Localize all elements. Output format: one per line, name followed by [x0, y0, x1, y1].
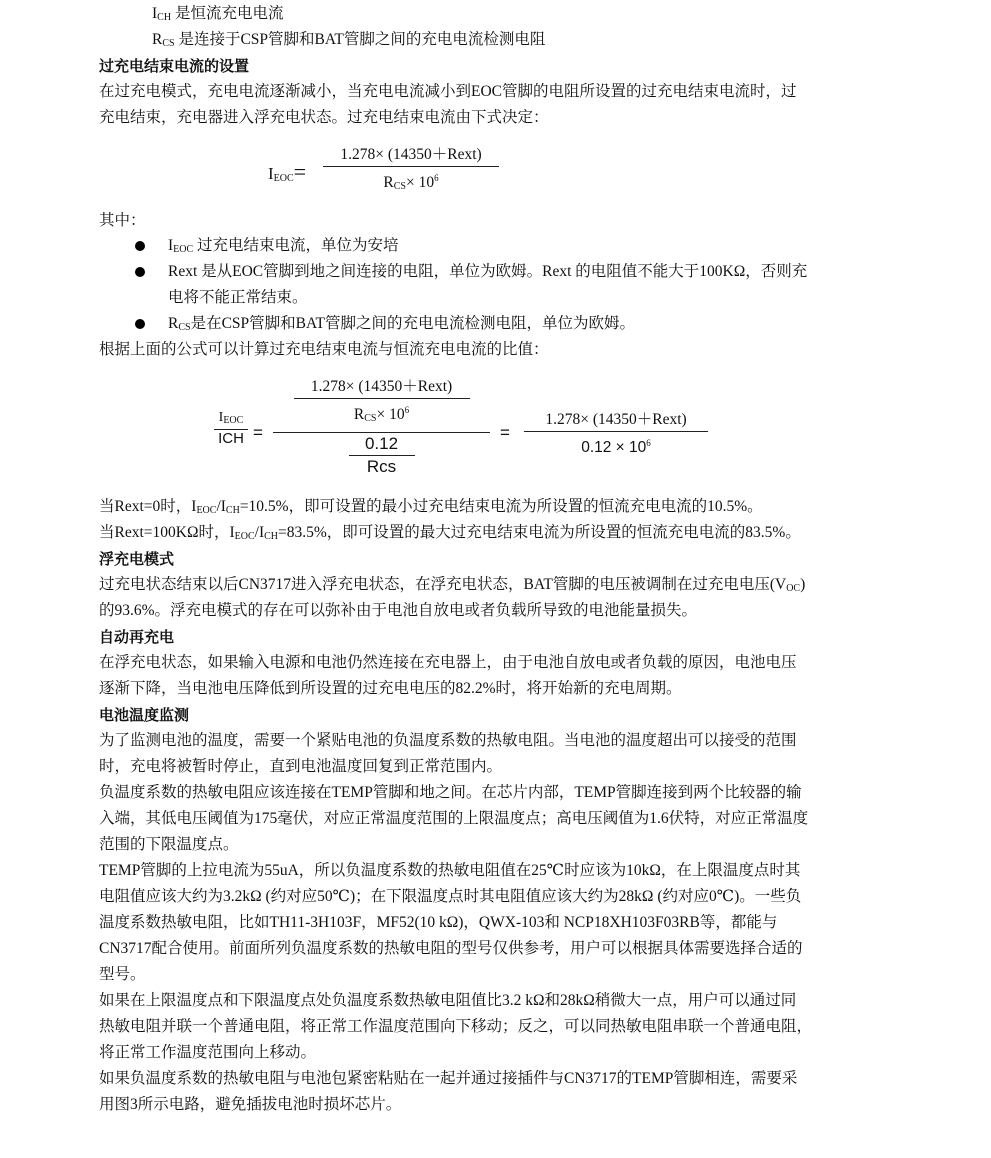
eoc-para-line2: 充电结束，充电器进入浮充电状态。过充电结束电流由下式决定： [99, 109, 549, 126]
float-line2: 的93.6%。浮充电模式的存在可以弥补由于电池自放电或者负载所导致的电池能量损失。 [99, 602, 698, 619]
bullet-subscript: EOC [173, 244, 194, 255]
temp-p3-line: 型号。 [99, 966, 146, 983]
outer-denominator [349, 433, 415, 478]
temp-p3-line: CN3717配合使用。前面所列负温度系数的热敏电阻的型号仅供参考，用户可以根据具体需要选择合适的 [99, 940, 803, 957]
rhs-den-text: 0.12 × 10 [581, 439, 647, 456]
recharge-line2: 逐渐下降，当电池电压降低到所设置的过充电电压的82.2%时，将开始新的充电周期。 [99, 680, 682, 697]
rcs-text: 是连接于CSP管脚和BAT管脚之间的充电电流检测电阻 [178, 31, 546, 48]
bullet-subscript: CS [178, 322, 191, 333]
den-exponent: 6 [434, 173, 439, 183]
temp-p5-line: 用图3所示电路，避免插拔电池时损坏芯片。 [99, 1096, 402, 1113]
lhs-subscript: EOC [273, 173, 294, 184]
temp-p2-line: 范围的下限温度点。 [99, 836, 239, 853]
ich-text: 是恒流充电电流 [174, 5, 284, 22]
ich-symbol: I [152, 5, 158, 22]
bullet-icon [135, 267, 145, 277]
temp-p4-line: 将正常工作温度范围向上移动。 [99, 1044, 317, 1061]
ich-subscript: CH [157, 12, 172, 23]
equals-sign: = [500, 423, 510, 442]
formula1-numerator: 1.278× (14350＋Rext) [340, 146, 482, 163]
ratio-lhs-den: ICH [218, 430, 244, 447]
equals-sign: = [253, 423, 263, 442]
recharge-heading: 自动再充电 [99, 628, 175, 646]
equals-sign: = [293, 159, 307, 184]
temp-p3-line: 电阻值应该大约为3.2kΩ (约对应50℃)；在下限温度点时其电阻值应该大约为28kΩ (约对应0℃)。一些负 [99, 888, 802, 905]
rhs-denominator [581, 432, 651, 459]
float-text: ) [800, 576, 806, 593]
recharge-line1: 在浮充电状态，如果输入电源和电池仍然连接在充电器上，由于电池自放电或者负载的原因，电池电压 [99, 654, 797, 671]
case-subscript: EOC [196, 505, 217, 516]
case-subscript: CH [225, 505, 240, 516]
den-subscript: CS [393, 181, 406, 192]
rcs-subscript: CS [162, 38, 175, 49]
outer-den-den: Rcs [366, 457, 397, 476]
bullet-rext-line1: Rext 是从EOC管脚到地之间连接的电阻，单位为欧姆。Rext 的电阻值不能大于100KΩ，否则充 [168, 263, 808, 280]
temp-p2-line: 负温度系数的热敏电阻应该连接在TEMP管脚和地之间。在芯片内部，TEMP管脚连接到两个比较器的输 [99, 784, 802, 801]
inner-den-symbol: R [353, 406, 365, 423]
case-text: 当Rext=0时，I [99, 498, 197, 515]
bullet-rcs [168, 314, 635, 338]
ratio-rhs-fraction [524, 409, 708, 459]
eoc-para-line1: 在过充电模式，充电电流逐渐减小，当充电电流减小到EOC管脚的电阻所设置的过充电结束电流时，过 [99, 83, 797, 100]
case-subscript: CH [264, 531, 279, 542]
temp-heading: 电池温度监测 [99, 706, 190, 724]
case-text: /I [254, 524, 265, 541]
case-text: 当Rext=100KΩ时，I [99, 524, 235, 541]
formula1-fraction [323, 144, 499, 198]
ratio-intro: 根据上面的公式可以计算过充电结束电流与恒流充电电流的比值： [99, 341, 549, 358]
inner-numerator: 1.278× (14350＋Rext) [310, 378, 453, 395]
den-symbol: R [383, 174, 394, 191]
rhs-den-exponent: 6 [646, 438, 651, 448]
ratio-middle-fraction [273, 376, 490, 478]
rhs-numerator: 1.278× (14350＋Rext) [545, 411, 687, 428]
case-rext-zero [99, 497, 763, 521]
case-text: /I [216, 498, 226, 515]
case-subscript: EOC [234, 531, 255, 542]
formula1-denominator [383, 167, 438, 198]
bullet-ieoc [168, 236, 399, 260]
temp-p2-line: 入端，其低电压阈值为175毫伏，对应正常温度范围的上限温度点；高电压阈值为1.6伏特，对应正常温度 [99, 810, 809, 827]
case-rext-100k [99, 523, 801, 547]
bullet-symbol: R [168, 315, 179, 332]
bullet-icon [135, 241, 145, 251]
temp-p1-line: 为了监测电池的温度，需要一个紧贴电池的负温度系数的热敏电阻。当电池的温度超出可以接受的范围 [99, 732, 797, 749]
temp-p5-line: 如果负温度系数的热敏电阻与电池包紧密粘贴在一起并通过接插件与CN3717的TEMP管脚相连，需要采 [99, 1070, 798, 1087]
eoc-heading: 过充电结束电流的设置 [99, 57, 250, 75]
ratio-lhs-num [219, 410, 244, 429]
inner-den-subscript: CS [364, 413, 377, 424]
float-heading: 浮充电模式 [99, 550, 175, 568]
temp-p4-line: 如果在上限温度点和下限温度点处负温度系数热敏电阻值比3.2 kΩ和28kΩ稍微大一点，用户可以通过同 [99, 992, 797, 1009]
float-line1 [99, 575, 805, 599]
rcs-definition [152, 30, 545, 54]
case-text: =10.5%，即可设置的最小过充电结束电流为所设置的恒流充电电流的10.5%。 [239, 498, 763, 515]
case-text: =83.5%，即可设置的最大过充电结束电流为所设置的恒流充电电流的83.5%。 [278, 524, 801, 541]
outer-den-num: 0.12 [364, 434, 399, 453]
temp-p3-line: TEMP管脚的上拉电流为55uA，所以负温度系数的热敏电阻值在25℃时应该为10kΩ，在上限温度点时其 [99, 862, 801, 879]
bullet-icon [135, 319, 145, 329]
temp-p1-line: 时，充电将被暂时停止，直到电池温度回复到正常范围内。 [99, 758, 503, 775]
temp-p3-line: 温度系数热敏电阻，比如TH11-3H103F，MF52(10 kΩ)，QWX-103和 NCP18XH103F03RB等，都能与 [99, 914, 778, 931]
lhs-num-subscript: EOC [223, 415, 244, 426]
bullet-rext-line2: 电将不能正常结束。 [168, 289, 308, 306]
voc-subscript: OC [786, 583, 801, 594]
inner-den-rest: × 10 [376, 406, 405, 423]
temp-p4-line: 热敏电阻并联一个普通电阻，将正常工作温度范围向下移动；反之，可以同热敏电阻串联一个普通电阻， [99, 1018, 813, 1035]
ich-definition [152, 4, 283, 28]
bullet-text: 过充电结束电流，单位为安培 [193, 237, 399, 254]
lhs-symbol: I [268, 164, 274, 183]
bullet-text: 是在CSP管脚和BAT管脚之间的充电电流检测电阻，单位为欧姆。 [190, 315, 635, 332]
inner-denominator [354, 399, 409, 430]
where-label: 其中： [99, 212, 146, 229]
formula1-lhs [268, 159, 306, 185]
rcs-symbol: R [152, 31, 163, 48]
ratio-lhs [214, 410, 248, 448]
den-rest: × 10 [405, 174, 435, 191]
ratio-inner-fraction [294, 376, 470, 430]
inner-den-exponent: 6 [404, 405, 410, 415]
bullet-symbol: I [168, 237, 174, 254]
float-text: 过充电状态结束以后CN3717进入浮充电状态，在浮充电状态，BAT管脚的电压被调制在过充电电压(V [99, 576, 787, 593]
lhs-num-symbol: I [218, 410, 224, 425]
